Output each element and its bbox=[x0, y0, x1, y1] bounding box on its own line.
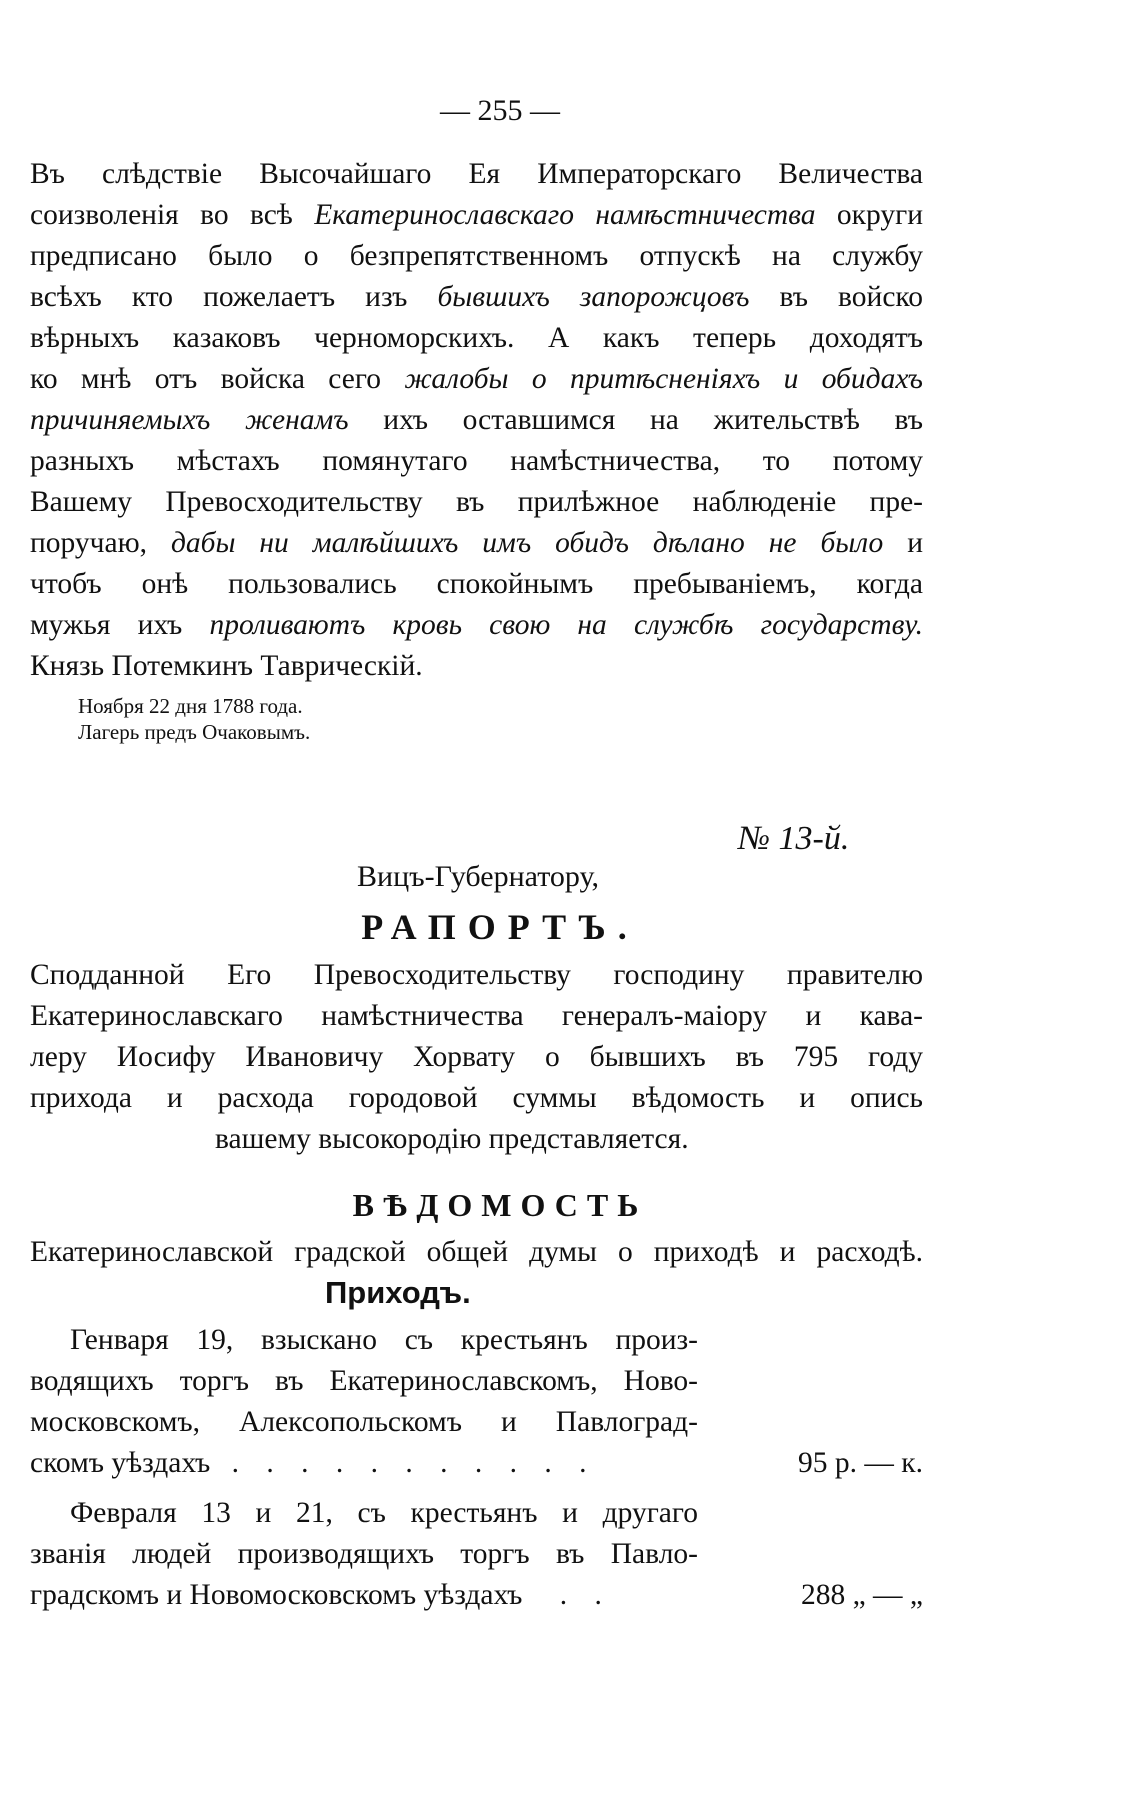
letter-line-9: Вашему Превосходительству въ прилѣжное наблюденіе пре- bbox=[30, 486, 923, 518]
entry-2-amount: 288 „ — „ bbox=[800, 1579, 923, 1611]
report-line-1: Сподданной Его Превосходительству господину правителю bbox=[30, 959, 923, 991]
letter-line-3: предписано было о безпрепятственномъ отпускѣ на службу bbox=[30, 240, 923, 272]
letter-line-6: ко мнѣ отъ войска сего жалобы о притѣсненіяхъ и обидахъ bbox=[30, 363, 923, 395]
entry-1-dots: . . . . . . . . . . . bbox=[231, 1447, 597, 1479]
letter-line-8: разныхъ мѣстахъ помянутаго намѣстничества, то потому bbox=[30, 445, 923, 477]
report-line-3: леру Иосифу Ивановичу Хорвату о бывшихъ въ 795 году bbox=[30, 1041, 923, 1073]
entry-1-line-2: водящихъ торгъ въ Екатеринославскомъ, Ново- bbox=[30, 1365, 698, 1397]
letter-line-12: мужья ихъ проливаютъ кровь свою на службѣ государству. bbox=[30, 609, 923, 641]
addressee: Вицъ-Губернатору, bbox=[357, 860, 600, 893]
letter-signature: Князь Потемкинъ Таврическій. bbox=[30, 650, 423, 682]
entry-1-amount: 95 р. — к. bbox=[798, 1447, 923, 1479]
entry-2-line-1: Февраля 13 и 21, съ крестьянъ и другаго bbox=[70, 1497, 698, 1529]
page-number: — 255 — bbox=[440, 94, 560, 127]
letter-line-2: соизволенія во всѣ Екатеринославскаго намѣстничества округи bbox=[30, 199, 923, 231]
entry-1-last-text: скомъ уѣздахъ bbox=[30, 1447, 211, 1479]
letter-line-5: вѣрныхъ казаковъ черноморскихъ. А какъ теперь доходятъ bbox=[30, 322, 923, 354]
entry-2-last-line bbox=[30, 1575, 698, 1615]
statement-subtitle-line: Екатеринославской градской общей думы о приходѣ и расходѣ. bbox=[30, 1236, 923, 1268]
document-number: № 13-й. bbox=[738, 820, 850, 857]
letter-line-7: причиняемыхъ женамъ ихъ оставшимся на жительствѣ въ bbox=[30, 404, 923, 436]
entry-1-last-line bbox=[30, 1443, 698, 1483]
entry-1-line-3: московскомъ, Алексопольскомъ и Павлоград- bbox=[30, 1406, 698, 1438]
income-title: Приходъ. bbox=[325, 1275, 471, 1310]
entry-1-line-1: Генваря 19, взыскано съ крестьянъ произ- bbox=[70, 1324, 698, 1356]
letter-line-10: поручаю, дабы ни малѣйшихъ имъ обидъ дѣлано не было и bbox=[30, 527, 923, 559]
entry-2-last-text: градскомъ и Новомосковскомъ уѣздахъ bbox=[30, 1579, 523, 1611]
report-title: РАПОРТЪ. bbox=[361, 907, 639, 947]
letter-date: Ноября 22 дня 1788 года. bbox=[78, 694, 303, 718]
report-line-2: Екатеринославскаго намѣстничества генералъ-маіору и кава- bbox=[30, 1000, 923, 1032]
entry-2-line-2: званія людей производящихъ торгъ въ Павло- bbox=[30, 1538, 698, 1570]
letter-line-4: всѣхъ кто пожелаетъ изъ бывшихъ запорожцовъ въ войско bbox=[30, 281, 923, 313]
report-line-5: вашему высокородію представляется. bbox=[215, 1123, 689, 1155]
report-line-4: прихода и расхода городовой суммы вѣдомость и опись bbox=[30, 1082, 923, 1114]
statement-title: ВѢДОМОСТЬ bbox=[352, 1187, 648, 1223]
letter-line-11: чтобъ онѣ пользовались спокойнымъ пребываніемъ, когда bbox=[30, 568, 923, 600]
letter-place: Лагерь предъ Очаковымъ. bbox=[78, 720, 311, 744]
letter-line-1: Въ слѣдствіе Высочайшаго Ея Императорскаго Величества bbox=[30, 158, 923, 190]
entry-2-dots: . . bbox=[559, 1579, 612, 1611]
